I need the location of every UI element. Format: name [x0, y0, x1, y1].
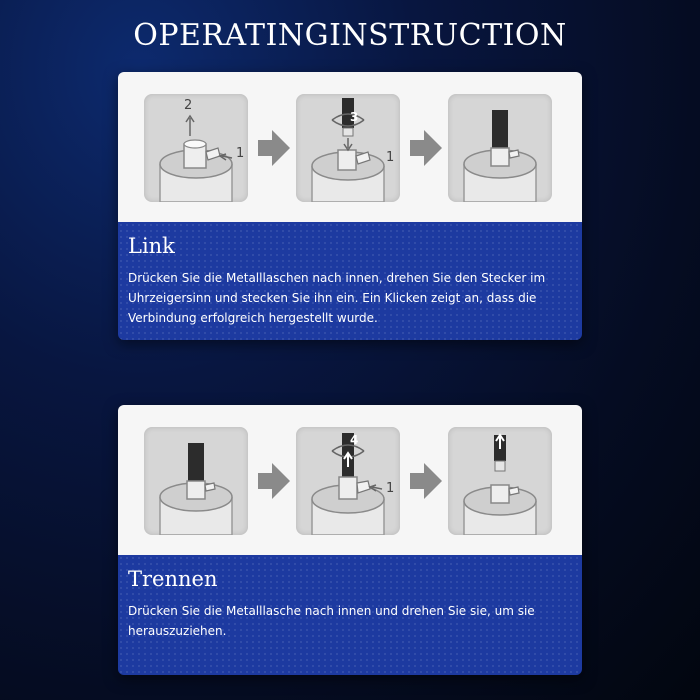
section-trennen	[118, 405, 582, 675]
step-illustration-1	[144, 427, 248, 535]
step-illustration-2	[296, 94, 400, 202]
illustration-panel	[118, 72, 582, 222]
section-heading: Link	[128, 234, 175, 258]
step-label: 1	[386, 481, 395, 496]
section-description: Drücken Sie die Metalllaschen nach innen, drehen Sie den Stecker im Uhrzeigersinn und stecken Sie ihn ein. Ein Klicken zeigt an, dass die Verbindung erfolgreich hergestellt wurde.	[128, 271, 546, 325]
step-label: 3	[350, 110, 359, 124]
step-label: 2	[184, 98, 193, 113]
section-heading: Trennen	[128, 567, 218, 591]
step-label: 1	[236, 146, 245, 161]
step-label: 1	[386, 150, 395, 165]
step-illustration-2	[296, 427, 400, 535]
page-title: OPERATINGINSTRUCTION	[133, 18, 567, 53]
step-label: 4	[350, 433, 359, 447]
step-illustration-3	[448, 94, 552, 202]
section-description: Drücken Sie die Metalllasche nach innen und drehen Sie sie, um sie herauszuziehen.	[128, 604, 535, 638]
description-panel	[118, 222, 582, 340]
section-link	[118, 72, 582, 340]
step-illustration-1	[144, 94, 248, 202]
step-illustration-3	[448, 427, 552, 535]
description-panel	[118, 555, 582, 675]
illustration-panel	[118, 405, 582, 555]
